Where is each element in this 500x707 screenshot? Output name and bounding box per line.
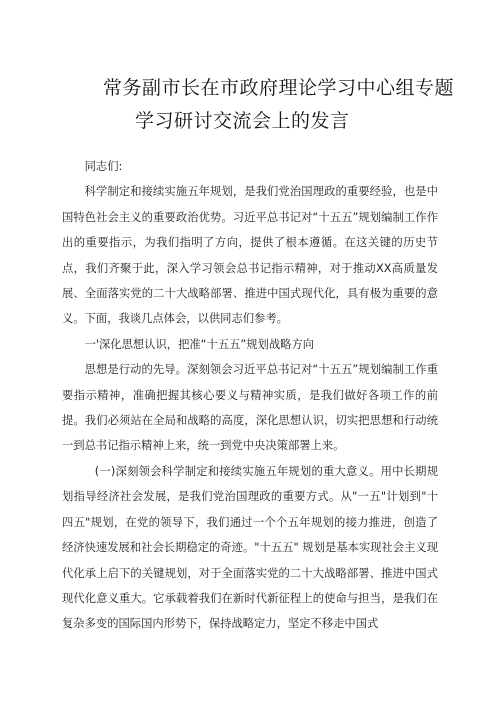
salutation: 同志们: [84, 160, 123, 173]
section-heading-1: 一'深化思想认识，把准“十五五”规划战略方向 [84, 337, 315, 351]
paragraph-intro: 科学制定和接续实施五年规划，是我们党治国理政的重要经验，也是中国特色社会主义的重要政治优势。习近平总书记对“十五五”规划编制工作作出的重要指示，为我们指明了方向，提供了根本遵循。在这关键的历史节点，我们齐聚于此，深入学习领会总书记指示精神，对于推动XX高质量发展、全面落实党的二十大战略部署、推进中国式现代化，具有极为重要的意义。下面，我谈几点体会，以供同志们参考。 [62, 185, 438, 326]
title-line-1: 常务副市长在市政府理论学习中心组专题 [103, 77, 455, 99]
title-line-2: 学习研讨交流会上的发言 [135, 110, 350, 132]
paragraph-section-1: 思想是行动的先导。深刻领会习近平总书记对“十五五”规划编制工作重要指示精神，准确把握其核心要义与精神实质，是我们做好各项工作的前提。我们必须站在全局和战略的高度，深化思想认识，切实把思想和行动统一到总书记指示精神上来，统一到党中央决策部署上来。 [62, 363, 438, 453]
paragraph-subsection-1: (一)深刻领会科学制定和接续实施五年规划的重大意义。用中长期规划指导经济社会发展，是我们党治国理政的重要方式。从"一五"计划到"十四五"规划，在党的领导下，我们通过一个个五年规划的接力推进，创造了经济快速发展和社会长期稳定的奇迹。"十五五" 规划是基本实现社会主义现代化承上启下的关键规划，对于全面落实党的二十大战略部署、推进中国式现代化意义重大。它承载着我们在新时代新征程上的使命与担当，是我们在复杂多变的国际国内形势下，保持战略定力，坚定不移走中国式 [62, 464, 438, 631]
document-body [62, 154, 438, 637]
document-title [62, 72, 455, 138]
